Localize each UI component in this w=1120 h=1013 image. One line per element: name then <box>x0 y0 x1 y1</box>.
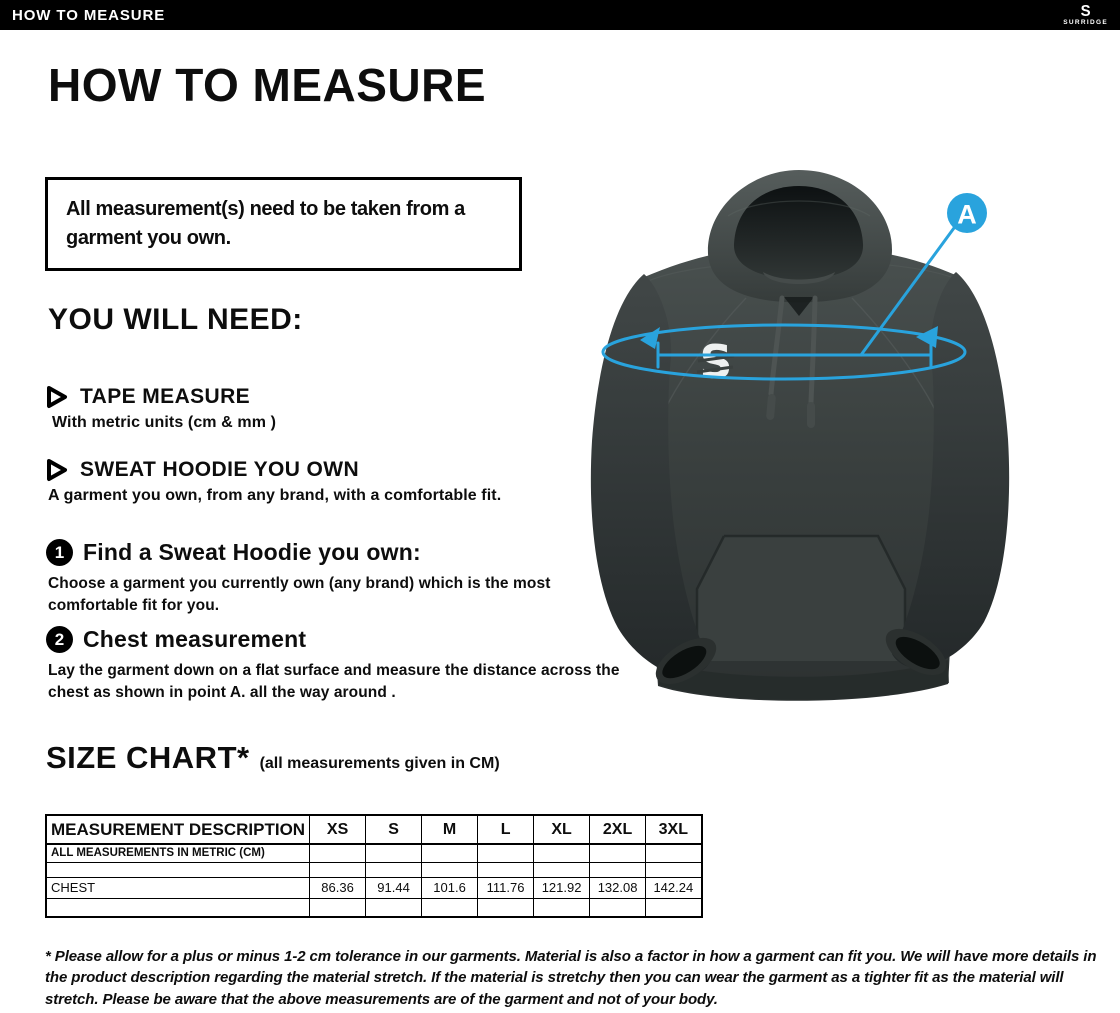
size-value-cell <box>590 844 646 862</box>
tolerance-footnote: * Please allow for a plus or minus 1-2 cm tolerance in our garments. Material is also a factor in how a garment can fit you. We will have more details in the product description regarding the material stretch. If the material is stretchy then you can wear the garment as a tighter fit as the material will stretch. Please be aware that the above measurements are of the garment and not of your body. <box>45 948 1097 1008</box>
need-item-title: TAPE MEASURE <box>80 385 251 408</box>
surridge-logo <box>1063 4 1108 27</box>
size-value-cell: 111.76 <box>478 877 534 898</box>
table-row <box>46 862 702 877</box>
size-chart-heading-row <box>46 740 500 776</box>
size-column-header: 3XL <box>646 815 702 844</box>
step-1 <box>46 539 421 566</box>
hoodie-diagram <box>558 156 1120 718</box>
size-value-cell <box>422 862 478 877</box>
size-value-cell <box>366 844 422 862</box>
step-2 <box>46 626 306 653</box>
top-bar-title: HOW TO MEASURE <box>12 6 166 24</box>
size-value-cell <box>646 844 702 862</box>
size-column-header: M <box>422 815 478 844</box>
step-1-description: Choose a garment you currently own (any brand) which is the most comfortable fit for you. <box>48 575 551 614</box>
size-value-cell: 132.08 <box>590 877 646 898</box>
size-table-body <box>46 844 702 917</box>
garment-logo <box>697 335 734 389</box>
step-1-title: Find a Sweat Hoodie you own: <box>83 539 421 565</box>
step-1-number-badge: 1 <box>46 539 73 566</box>
row-label-cell <box>46 862 310 877</box>
arrow-right-icon <box>46 385 68 409</box>
kangaroo-pocket <box>697 536 905 661</box>
row-label-cell <box>46 898 310 917</box>
surridge-s-icon: S <box>1080 2 1091 21</box>
size-column-header: XS <box>310 815 366 844</box>
top-bar <box>0 0 1120 30</box>
point-a-label: A <box>957 199 977 230</box>
size-chart-heading: SIZE CHART* <box>46 740 250 775</box>
row-label-cell: CHEST <box>46 877 310 898</box>
size-value-cell <box>478 898 534 917</box>
table-row <box>46 844 702 862</box>
size-value-cell: 86.36 <box>310 877 366 898</box>
size-value-cell <box>590 862 646 877</box>
step-2-number-badge: 2 <box>46 626 73 653</box>
size-value-cell <box>646 898 702 917</box>
drawstring-aglet <box>807 402 815 428</box>
hoodie-garment <box>591 170 1009 701</box>
size-value-cell <box>534 844 590 862</box>
size-chart-subheading: (all measurements given in CM) <box>259 755 500 772</box>
measurement-note-box: All measurement(s) need to be taken from a garment you own. <box>45 177 522 271</box>
point-a-badge <box>947 193 987 233</box>
size-value-cell <box>422 844 478 862</box>
size-value-cell <box>478 844 534 862</box>
page-title: HOW TO MEASURE <box>48 59 487 111</box>
size-column-header: L <box>478 815 534 844</box>
step-2-title: Chest measurement <box>83 626 307 652</box>
arrow-right-icon <box>46 458 68 482</box>
size-column-header: S <box>366 815 422 844</box>
measurement-description-header: MEASUREMENT DESCRIPTION <box>46 815 310 844</box>
size-value-cell: 91.44 <box>366 877 422 898</box>
size-value-cell: 142.24 <box>646 877 702 898</box>
size-value-cell <box>646 862 702 877</box>
surridge-wordmark: SURRIDGE <box>1063 18 1108 26</box>
size-value-cell <box>590 898 646 917</box>
size-value-cell <box>422 898 478 917</box>
row-label-cell: ALL MEASUREMENTS IN METRIC (CM) <box>46 844 310 862</box>
size-value-cell <box>310 862 366 877</box>
size-value-cell <box>366 862 422 877</box>
size-value-cell <box>366 898 422 917</box>
need-item-tape-measure <box>46 385 250 409</box>
need-item-sweat-hoodie <box>46 458 359 482</box>
size-column-header: 2XL <box>590 815 646 844</box>
need-item-title: SWEAT HOODIE YOU OWN <box>80 458 360 481</box>
size-value-cell <box>478 862 534 877</box>
size-value-cell <box>534 898 590 917</box>
size-column-header: XL <box>534 815 590 844</box>
size-table-header-row <box>46 815 702 844</box>
size-value-cell <box>534 862 590 877</box>
size-value-cell <box>310 898 366 917</box>
size-value-cell <box>310 844 366 862</box>
size-chart-table <box>45 814 703 918</box>
you-will-need-heading: YOU WILL NEED: <box>48 303 303 336</box>
hoodie-illustration <box>558 156 1120 718</box>
size-value-cell: 101.6 <box>422 877 478 898</box>
table-row <box>46 898 702 917</box>
need-item-description: With metric units (cm & mm ) <box>52 414 277 431</box>
garment-logo-letter: S <box>699 335 733 389</box>
size-value-cell: 121.92 <box>534 877 590 898</box>
step-2-description: Lay the garment down on a flat surface and measure the distance across the chest as shown in point A. all the way around . <box>48 662 620 701</box>
need-item-description: A garment you own, from any brand, with a comfortable fit. <box>48 487 502 504</box>
table-row <box>46 877 702 898</box>
